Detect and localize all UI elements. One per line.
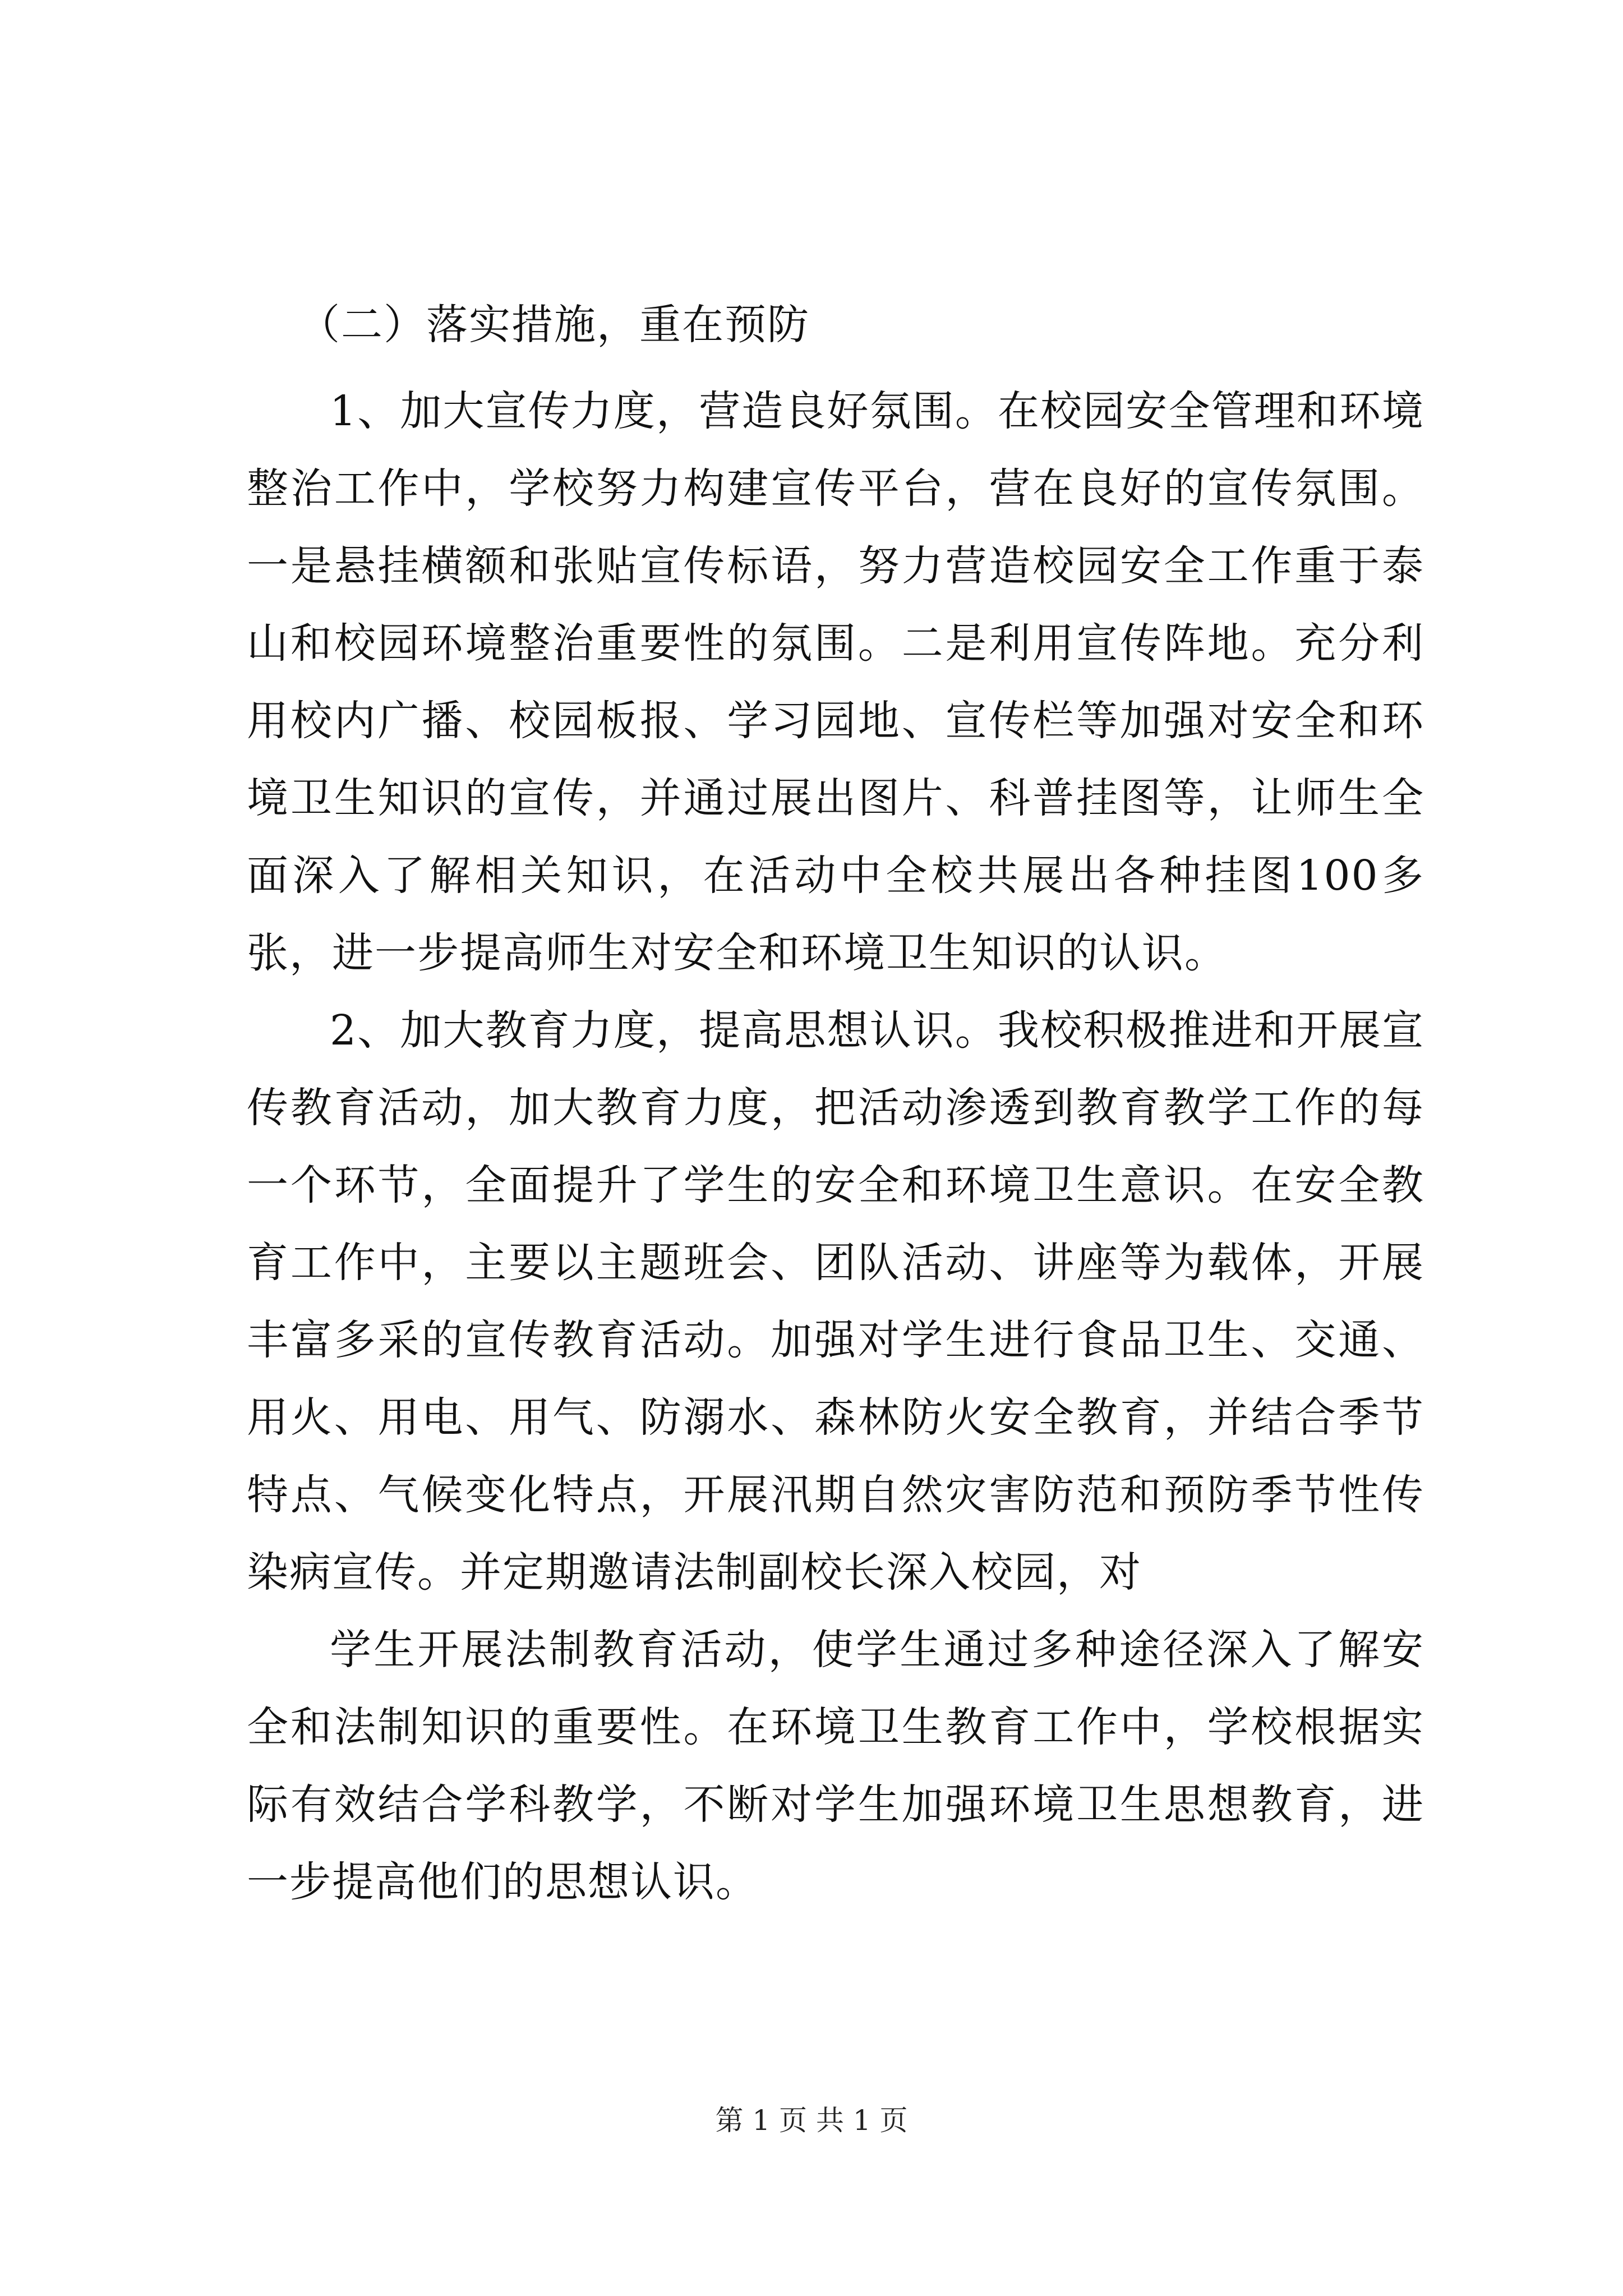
- section-heading: （二）落实措施，重在预防: [298, 301, 810, 349]
- paragraph-publicity: 1、加大宣传力度，营造良好氛围。在校园安全管理和环境整治工作中，学校努力构建宣传平台，营在良好的宣传氛围。一是悬挂横额和张贴宣传标语，努力营造校园安全工作重于泰山和校园环境整治重要性的氛围。二是利用宣传阵地。充分利用校内广播、校园板报、学习园地、宣传栏等加强对安全和环境卫生知识的宣传，并通过展出图片、科普挂图等，让师生全面深入了解相关知识，在活动中全校共展出各种挂图100多张，进一步提高师生对安全和环境卫生知识的认识。: [247, 387, 1424, 977]
- paragraph-education: 2、加大教育力度，提高思想认识。我校积极推进和开展宣传教育活动，加大教育力度，把活动渗透到教育教学工作的每一个环节，全面提升了学生的安全和环境卫生意识。在安全教育工作中，主要以主题班会、团队活动、讲座等为载体，开展丰富多采的宣传教育活动。加强对学生进行食品卫生、交通、用火、用电、用气、防溺水、森林防火安全教育，并结合季节特点、气候变化特点，开展汛期自然灾害防范和预防季节性传染病宣传。并定期邀请法制副校长深入校园，对: [247, 1006, 1424, 1596]
- page-footer: [0, 2101, 1623, 2140]
- paragraph-legal-education: 学生开展法制教育活动，使学生通过多种途径深入了解安全和法制知识的重要性。在环境卫生教育工作中，学校根据实际有效结合学科教学，不断对学生加强环境卫生思想教育，进一步提高他们的思想认识。: [247, 1626, 1424, 1906]
- page-number-label: 第 1 页 共 1 页: [715, 2104, 908, 2137]
- document-body: [247, 286, 1424, 1921]
